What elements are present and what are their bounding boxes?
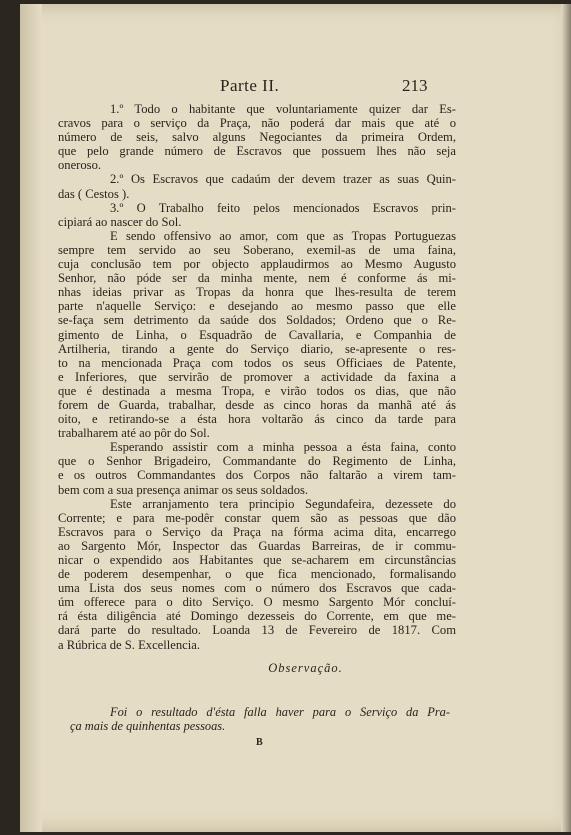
- page-edge-shadow: [561, 4, 571, 832]
- text-line: e Inferiores, que servirão de promover a actividade da faxina a: [58, 369, 456, 384]
- text-line: trabalharem até ao pôr do Sol.: [58, 426, 210, 441]
- text-line: rá ésta diligência até Domingo dezesseis do Corrente, em que me-: [58, 609, 456, 624]
- text-line: oito, e retirando-se a ésta hora voltarão ás cinco da tarde para: [58, 412, 456, 427]
- text-line: que é destinada a mesma Tropa, e virão todos os dias, que não: [58, 383, 456, 398]
- text-line: Senhor, não póde ser da minha mente, nem é conforme ás mi-: [58, 271, 456, 286]
- text-line: que o Senhor Brigadeiro, Commandante do Regimento de Linha,: [58, 454, 456, 469]
- paragraph: [58, 172, 456, 200]
- text-line: se-faça sem detrimento da saúde dos Soldados; Ordeno que o Re-: [58, 313, 456, 328]
- paragraph: [58, 201, 456, 229]
- book-page: [20, 4, 571, 832]
- text-line: forem de Guarda, trabalhar, desde as cinco horas da manhã até ás: [58, 397, 456, 412]
- text-line: to na mencionada Praça com todos os seus Officiaes de Patente,: [58, 355, 456, 370]
- paragraph: [58, 497, 456, 652]
- text-line: nhas ideias privar as Tropas da honra que lhes-resulta de terem: [58, 285, 456, 300]
- text-line: parte n'aquelle Serviço: e desejando ao mesmo passo que elle: [58, 299, 456, 314]
- text-line: Escravos para o Serviço da Praça na fórma acima dita, encarrego: [58, 524, 456, 539]
- paragraph: [58, 102, 456, 172]
- text-line: cipiará ao nascer do Sol.: [58, 214, 182, 229]
- text-line: gimento de Linha, o Esquadrão de Cavallaria, e Companhia de: [58, 327, 456, 342]
- page-number: 213: [402, 76, 428, 95]
- text-line: 3.º O Trabalho feito pelos mencionados Escravos prin-: [110, 200, 456, 215]
- part-heading: Parte II.: [220, 76, 280, 95]
- text-line: Este arranjamento tera principio Segundafeira, dezessete do: [110, 496, 456, 511]
- text-line: 1.º Todo o habitante que voluntariamente quizer dar Es-: [110, 102, 456, 116]
- observation-heading-text: Observação.: [268, 661, 343, 675]
- text-line: cravos para o serviço da Praça, não poderá dar mais que até o: [58, 116, 456, 131]
- running-header: [20, 76, 571, 98]
- text-line: uma Lista dos seus nomes com o número dos Escravos que cada-: [58, 581, 456, 596]
- text-line: número de seis, salvo alguns Negociantes da primeira Ordem,: [58, 130, 456, 145]
- body-text: [58, 102, 456, 652]
- text-line: sempre tem servido ao seu Soberano, exemil-as de uma faina,: [58, 242, 456, 257]
- text-line: dará parte do resultado. Loanda 13 de Fevereiro de 1817. Com: [58, 623, 456, 638]
- observation-heading: [20, 661, 571, 676]
- observation-text: [70, 705, 450, 733]
- text-line: a Rúbrica de S. Excellencia.: [58, 637, 200, 652]
- text-line: de poderem desempenhar, o que fica mencionado, formalisando: [58, 567, 456, 582]
- text-line: ao Sargento Mór, Inspector das Guardas Barreiras, de ir commu-: [58, 538, 456, 553]
- text-line: e os outros Commandantes dos Corpos não faltarão a virem tam-: [58, 468, 456, 483]
- text-line: Corrente; e para me-podêr constar quem são as pessoas que dão: [58, 510, 456, 525]
- text-line: úm offerece para o dito Serviço. O mesmo Sargento Mór concluí-: [58, 595, 456, 610]
- printer-signature-mark: B: [256, 737, 263, 748]
- text-line: nicar o expendido aos Habitantes que se-acharem em circunstâncias: [58, 553, 456, 567]
- text-line: das ( Cestos ).: [58, 186, 130, 201]
- paragraph: [58, 440, 456, 496]
- text-line: Artilheria, tirando a gente do Serviço diario, se-apresente o res-: [58, 341, 456, 356]
- text-line: bem com a sua presença animar os seus soldados.: [58, 482, 309, 497]
- observation-line: ça mais de quinhentas pessoas.: [70, 719, 226, 734]
- text-line: cuja conclusão tem por objecto applaudirmos ao Mesmo Augusto: [58, 257, 456, 272]
- text-line: 2.º Os Escravos que cadaúm der devem trazer as suas Quin-: [110, 172, 456, 187]
- observation-line: Foi o resultado d'ésta falla haver para o Serviço da Pra-: [110, 705, 450, 719]
- text-line: Esperando assistir com a minha pessoa a ésta faina, conto: [110, 440, 456, 455]
- text-line: que pelo grande número de Escravos que possuem lhes não seja: [58, 144, 456, 159]
- page-gutter: [20, 4, 42, 832]
- text-line: oneroso.: [58, 158, 102, 173]
- text-line: E sendo offensivo ao amor, com que as Tropas Portuguezas: [110, 228, 456, 243]
- paragraph: [58, 229, 456, 440]
